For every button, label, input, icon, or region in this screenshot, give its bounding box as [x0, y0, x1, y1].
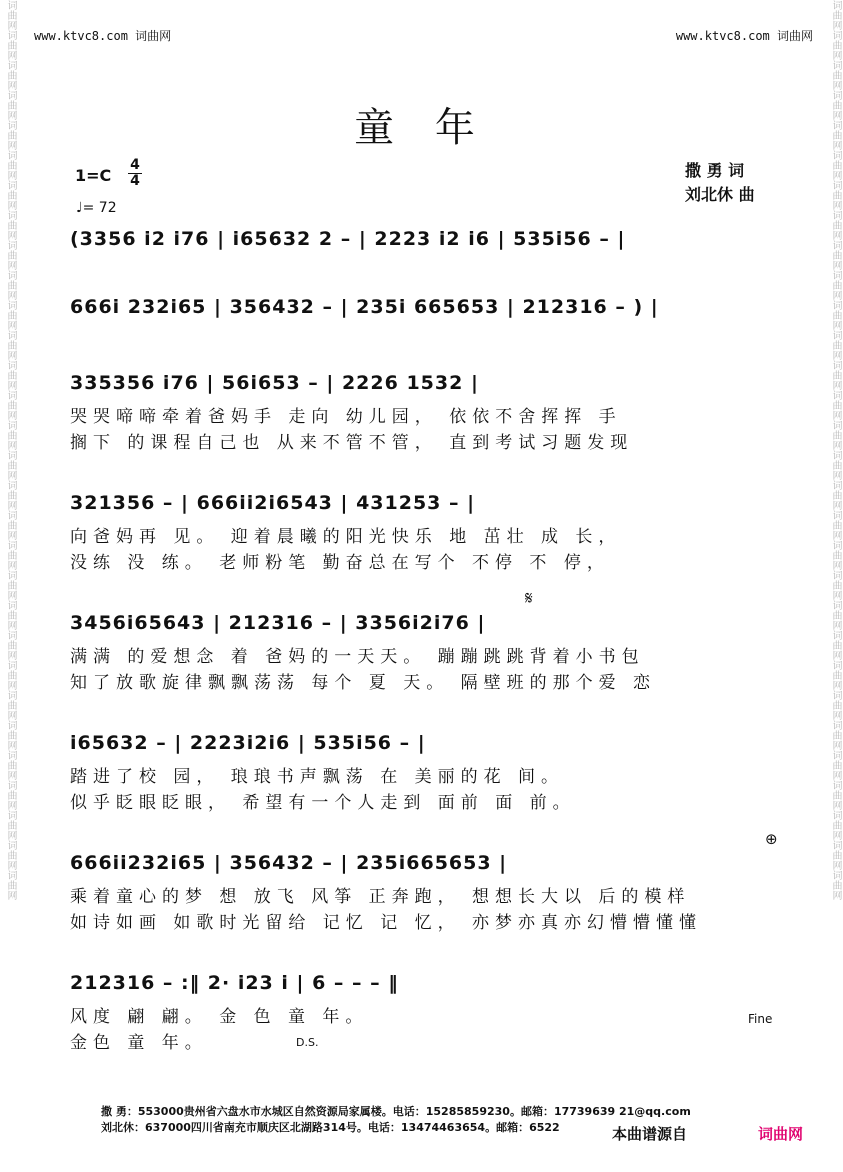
lyric-line-verse2: 搁下 的课程自己也 从来不管不管， 直到考试习题发现: [70, 433, 634, 453]
lyric-line-verse1: 踏进了校 园， 琅琅书声飘荡 在 美丽的花 间。: [70, 767, 565, 787]
footer-contact-composer: 刘北休：637000四川省南充市顺庆区北湖路314号。电话：13474463654。邮箱：6522: [101, 1121, 560, 1134]
fine-mark: Fine: [748, 1012, 773, 1026]
notation-row: 335356 i76 | 56i653 – | 2226 1532 |: [70, 372, 479, 394]
watermark-left: 词曲网词曲网词曲网词曲网词曲网词曲网词曲网词曲网词曲网词曲网词曲网词曲网词曲网词曲网词曲网词曲网词曲网词曲网词曲网词曲网词曲网词曲网词曲网词曲网词曲网词曲网词曲网词曲网词曲网词曲网: [5, 0, 16, 900]
time-signature: [128, 158, 142, 189]
ds-mark: D.S.: [296, 1036, 319, 1049]
notation-row: 212316 – :‖ 2· i23 i | 6 – – – ‖: [70, 972, 399, 994]
notation-row: (3356 i2 i76 | i65632 2 – | 2223 i2 i6 | 535i56 – |: [70, 228, 626, 250]
lyric-line-verse1: 风度 翩 翩。 金 色 童 年。: [70, 1007, 369, 1027]
lyric-line-verse2: 金色 童 年。: [70, 1033, 208, 1053]
lyric-line-verse1: 向爸妈再 见。 迎着晨曦的阳光快乐 地 茁壮 成 长，: [70, 527, 622, 547]
lyric-line-verse2: 如诗如画 如歌时光留给 记忆 记 忆， 亦梦亦真亦幻懵懵懂懂: [70, 913, 703, 933]
notation-row: 3456i65643 | 212316 – | 3356i2i76 |: [70, 612, 486, 634]
footer-source-label: 本曲谱源自: [612, 1125, 688, 1143]
lyric-line-verse1: 乘着童心的梦 想 放飞 风筝 正奔跑， 想想长大以 后的模样: [70, 887, 691, 907]
composer-credit: 刘北休 曲: [685, 185, 755, 204]
coda-mark: ⊕: [765, 830, 778, 848]
time-numerator: 4: [130, 157, 140, 173]
key-signature: 1=C: [75, 166, 112, 185]
lyricist-credit: 撒 勇 词: [685, 161, 745, 180]
notation-row: 666ii232i65 | 356432 – | 235i665653 |: [70, 852, 508, 874]
lyric-line-verse2: 知了放歌旋律飘飘荡荡 每个 夏 天。 隔壁班的那个爱 恋: [70, 673, 657, 693]
segno-mark: 𝄋: [525, 588, 533, 609]
lyric-line-verse2: 没练 没 练。 老师粉笔 勤奋总在写个 不停 不 停，: [70, 553, 610, 573]
song-title: 童 年: [354, 105, 489, 151]
footer-brand-logo[interactable]: 词曲网: [758, 1125, 804, 1143]
notation-row: i65632 – | 2223i2i6 | 535i56 – |: [70, 732, 426, 754]
header-site-right: www.ktvc8.com 词曲网: [675, 29, 813, 43]
tempo-marking: ♩= 72: [76, 200, 117, 216]
time-denominator: 4: [128, 173, 142, 189]
lyric-line-verse2: 似乎眨眼眨眼， 希望有一个人走到 面前 面 前。: [70, 793, 576, 813]
notation-row: 321356 – | 666ii2i6543 | 431253 – |: [70, 492, 476, 514]
header-site-left: www.ktvc8.com 词曲网: [34, 29, 172, 43]
lyric-line-verse1: 满满 的爱想念 着 爸妈的一天天。 蹦蹦跳跳背着小书包: [70, 647, 645, 667]
notation-row: 666i 232i65 | 356432 – | 235i 665653 | 212316 – ) |: [70, 296, 659, 318]
watermark-right: 词曲网词曲网词曲网词曲网词曲网词曲网词曲网词曲网词曲网词曲网词曲网词曲网词曲网词曲网词曲网词曲网词曲网词曲网词曲网词曲网词曲网词曲网词曲网词曲网词曲网词曲网词曲网词曲网词曲网词曲网: [830, 0, 841, 900]
lyric-line-verse1: 哭哭啼啼牵着爸妈手 走向 幼儿园， 依依不舍挥挥 手: [70, 407, 622, 427]
footer-contact-lyricist: 撒 勇：553000贵州省六盘水市水城区自然资源局家属楼。电话：15285859230。邮箱：17739639 21@qq.com: [101, 1105, 691, 1118]
